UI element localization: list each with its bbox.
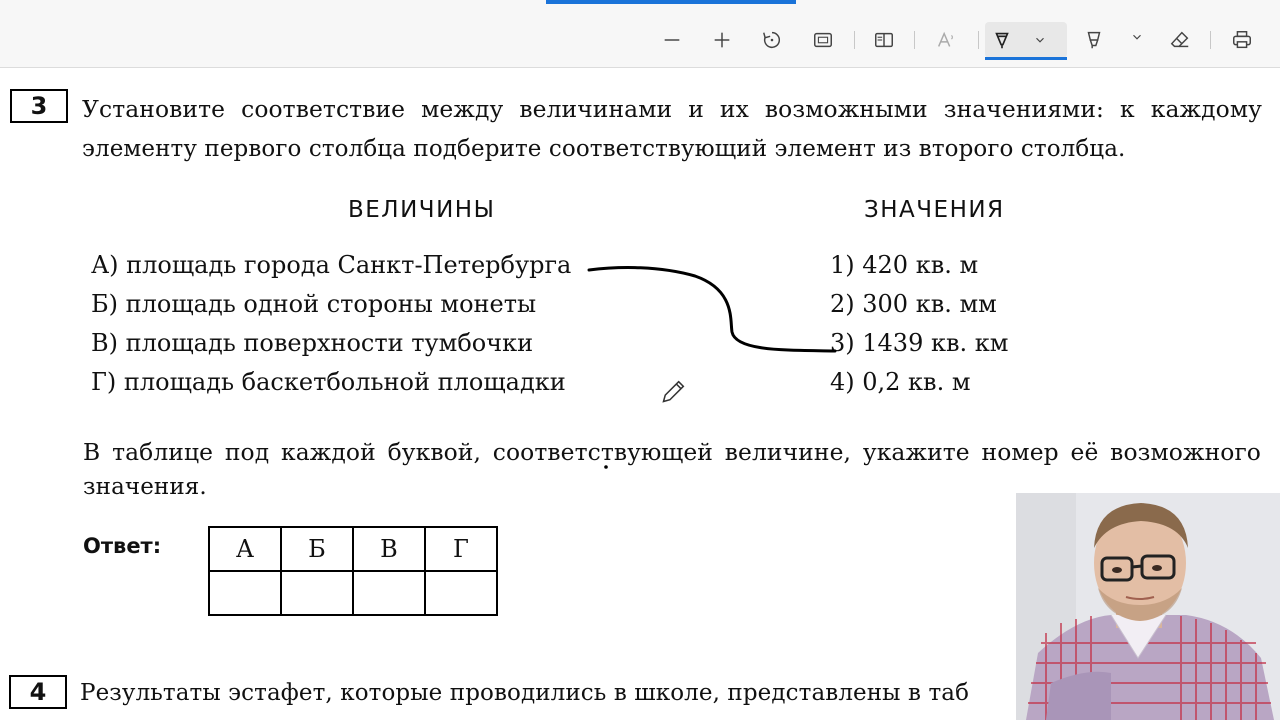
- answer-cell-v[interactable]: [353, 571, 425, 615]
- question-number-3: 3: [10, 89, 68, 123]
- quantity-item-b: Б) площадь одной стороны монеты: [91, 290, 537, 318]
- answer-table: [208, 526, 498, 616]
- value-item-4: 4) 0,2 кв. м: [830, 368, 971, 396]
- instruction-line-2: значения.: [83, 474, 207, 500]
- value-item-2: 2) 300 кв. мм: [830, 290, 997, 318]
- answer-header-g: Г: [425, 527, 497, 571]
- webcam-video-overlay: [1016, 493, 1280, 720]
- value-item-3: 3) 1439 кв. км: [830, 329, 1009, 357]
- quantity-item-v: В) площадь поверхности тумбочки: [91, 329, 534, 357]
- values-header: ЗНАЧЕНИЯ: [864, 197, 1005, 223]
- presenter-video: [1016, 493, 1280, 720]
- answer-cell-g[interactable]: [425, 571, 497, 615]
- question-number-4: 4: [9, 675, 67, 709]
- instruction-line-1: В таблице под каждой буквой, соответствующей величине, укажите номер её возможного: [83, 438, 1261, 466]
- question-text-line-2: элементу первого столбца подберите соответствующий элемент из второго столбца.: [82, 136, 1126, 162]
- answer-label: Ответ:: [83, 534, 162, 558]
- answer-header-b: Б: [281, 527, 353, 571]
- quantities-header: ВЕЛИЧИНЫ: [348, 197, 496, 223]
- question-text-line-1: Установите соответствие между величинами и их возможными значениями: к каждому: [82, 95, 1262, 123]
- quantity-item-a: А) площадь города Санкт-Петербурга: [91, 251, 572, 279]
- answer-cell-a[interactable]: [209, 571, 281, 615]
- answer-cell-b[interactable]: [281, 571, 353, 615]
- value-item-1: 1) 420 кв. м: [830, 251, 979, 279]
- answer-header-v: В: [353, 527, 425, 571]
- answer-table-value-row: [209, 571, 497, 615]
- quantity-item-g: Г) площадь баскетбольной площадки: [91, 368, 566, 396]
- pencil-cursor-icon: [660, 377, 688, 405]
- question-4-text: Результаты эстафет, которые проводились в школе, представлены в таб: [80, 680, 970, 706]
- answer-header-a: А: [209, 527, 281, 571]
- answer-table-header-row: [209, 527, 497, 571]
